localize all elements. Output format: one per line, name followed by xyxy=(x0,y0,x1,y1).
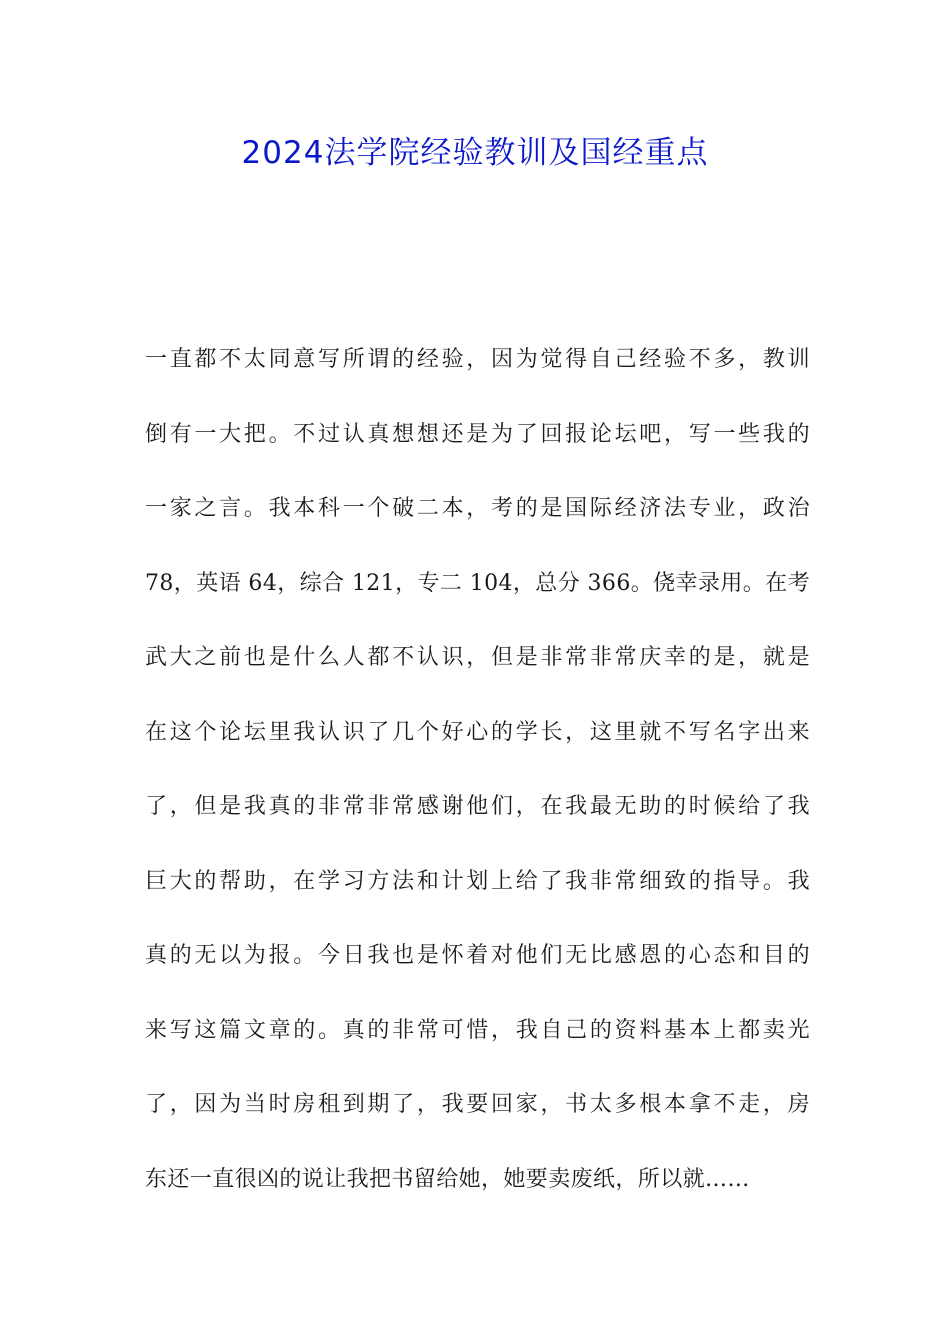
document-title: 2024法学院经验教训及国经重点 xyxy=(241,135,709,171)
body-line: 一直都不太同意写所谓的经验，因为觉得自己经验不多，教训 xyxy=(145,347,810,372)
body-line: 东还一直很凶的说让我把书留给她，她要卖废纸，所以就…… xyxy=(145,1166,750,1192)
body-line: 了，但是我真的非常非常感谢他们，在我最无助的时候给了我 xyxy=(145,794,810,819)
body-line: 了，因为当时房租到期了，我要回家，书太多根本拿不走，房 xyxy=(145,1092,810,1117)
body-line: 倒有一大把。不过认真想想还是为了回报论坛吧，写一些我的 xyxy=(145,421,810,447)
body-line: 在这个论坛里我认识了几个好心的学长，这里就不写名字出来 xyxy=(145,719,810,745)
body-line: 一家之言。我本科一个破二本，考的是国际经济法专业，政治 xyxy=(145,496,810,521)
document-body xyxy=(145,335,810,1229)
body-line: 来写这篇文章的。真的非常可惜，我自己的资料基本上都卖光 xyxy=(145,1017,810,1043)
body-line: 巨大的帮助，在学习方法和计划上给了我非常细致的指导。我 xyxy=(145,868,810,894)
body-line: 78，英语 64，综合 121，专二 104，总分 366。侥幸录用。在考 xyxy=(145,570,810,596)
body-line: 武大之前也是什么人都不认识，但是非常非常庆幸的是，就是 xyxy=(145,645,810,670)
body-line: 真的无以为报。今日我也是怀着对他们无比感恩的心态和目的 xyxy=(145,943,810,968)
